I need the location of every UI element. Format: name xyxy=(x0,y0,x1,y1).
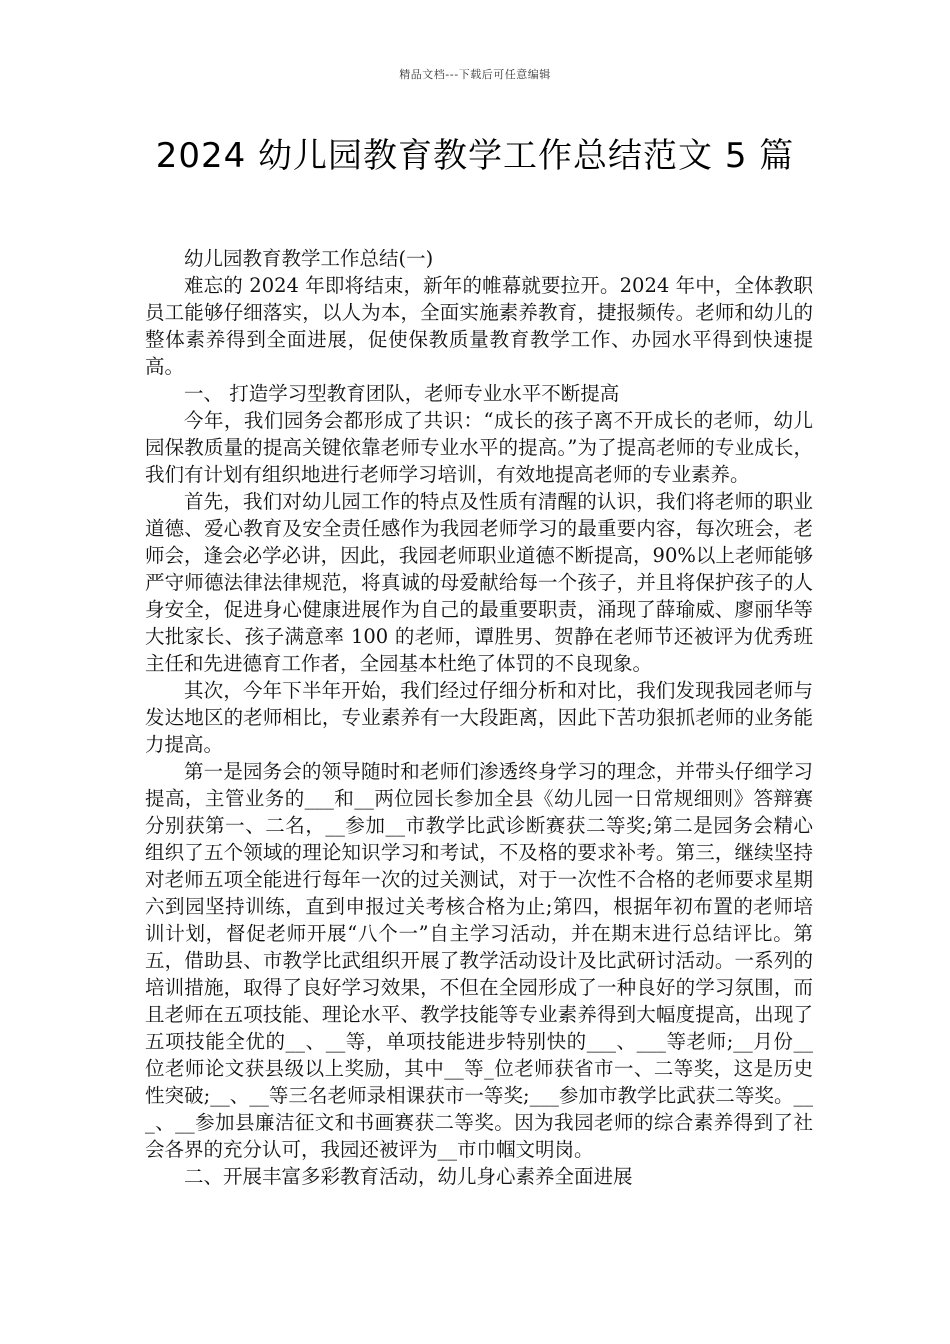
paragraph: 其次，今年下半年开始，我们经过仔细分析和对比，我们发现我园老师与发达地区的老师相比，专业素养有一大段距离，因此下苦功狠抓老师的业务能力提高。 xyxy=(145,679,813,756)
paragraph: 今年，我们园务会都形成了共识：“成长的孩子离不开成长的老师，幼儿园保教质量的提高关键依靠老师专业水平的提高。”为了提高老师的专业成长，我们有计划有组织地进行老师学习培训，有效地提高老师的专业素养。 xyxy=(145,409,813,486)
paragraph: 第一是园务会的领导随时和老师们渗透终身学习的理念，并带头仔细学习提高，主管业务的___和__两位园长参加全县《幼儿园一日常规细则》答辩赛分别获第一、二名，__参加__市教学比武诊断赛获二等奖;第二是园务会精心组织了五个领域的理论知识学习和考试，不及格的要求补考。第三，继续坚持对老师五项全能进行每年一次的过关测试，对于一次性不合格的老师要求星期六到园坚持训练，直到申报过关考核合格为止;第四，根据年初布置的老师培训计划，督促老师开展“八个一”自主学习活动，并在期末进行总结评比。第五，借助县、市教学比武组织开展了教学活动设计及比武研讨活动。一系列的培训措施，取得了良好学习效果，不但在全园形成了一种良好的学习氛围，而且老师在五项技能、理论水平、教学技能等专业素养得到大幅度提高，出现了五项技能全优的__、__等，单项技能进步特别快的___、___等老师;__月份__位老师论文获县级以上奖励，其中__等_位老师获省市一、二等奖，这是历史性突破;__、__等三名老师录相课获市一等奖;___参加市教学比武获二等奖。___、__参加县廉洁征文和书画赛获二等奖。因为我园老师的综合素养得到了社会各界的充分认可，我园还被评为__市巾帼文明岗。 xyxy=(145,760,813,1161)
document-body xyxy=(145,245,813,1190)
document-title: 2024 幼儿园教育教学工作总结范文 5 篇 xyxy=(155,136,795,176)
section-heading: 幼儿园教育教学工作总结(一) xyxy=(184,247,434,270)
section-heading: 二、开展丰富多彩教育活动，幼儿身心素养全面进展 xyxy=(184,1165,633,1188)
section-heading: 一、 打造学习型教育团队，老师专业水平不断提高 xyxy=(184,382,620,405)
paragraph: 难忘的 2024 年即将结束，新年的帷幕就要拉开。2024 年中，全体教职员工能够仔细落实，以人为本，全面实施素养教育，捷报频传。老师和幼儿的整体素养得到全面进展，促使保教质量教育教学工作、办园水平得到快速提高。 xyxy=(145,274,813,378)
header-note: 精品文档---下载后可任意编辑 xyxy=(399,68,551,81)
paragraph: 首先，我们对幼儿园工作的特点及性质有清醒的认识，我们将老师的职业道德、爱心教育及安全责任感作为我园老师学习的最重要内容，每次班会，老师会，逢会必学必讲，因此，我园老师职业道德不断提高，90%以上老师能够严守师德法律法律规范，将真诚的母爱献给每一个孩子，并且将保护孩子的人身安全，促进身心健康进展作为自己的最重要职责，涌现了薛瑜威、廖丽华等大批家长、孩子满意率 100 的老师，谭胜男、贺静在老师节还被评为优秀班主任和先进德育工作者，全园基本杜绝了体罚的不良现象。 xyxy=(145,490,813,675)
